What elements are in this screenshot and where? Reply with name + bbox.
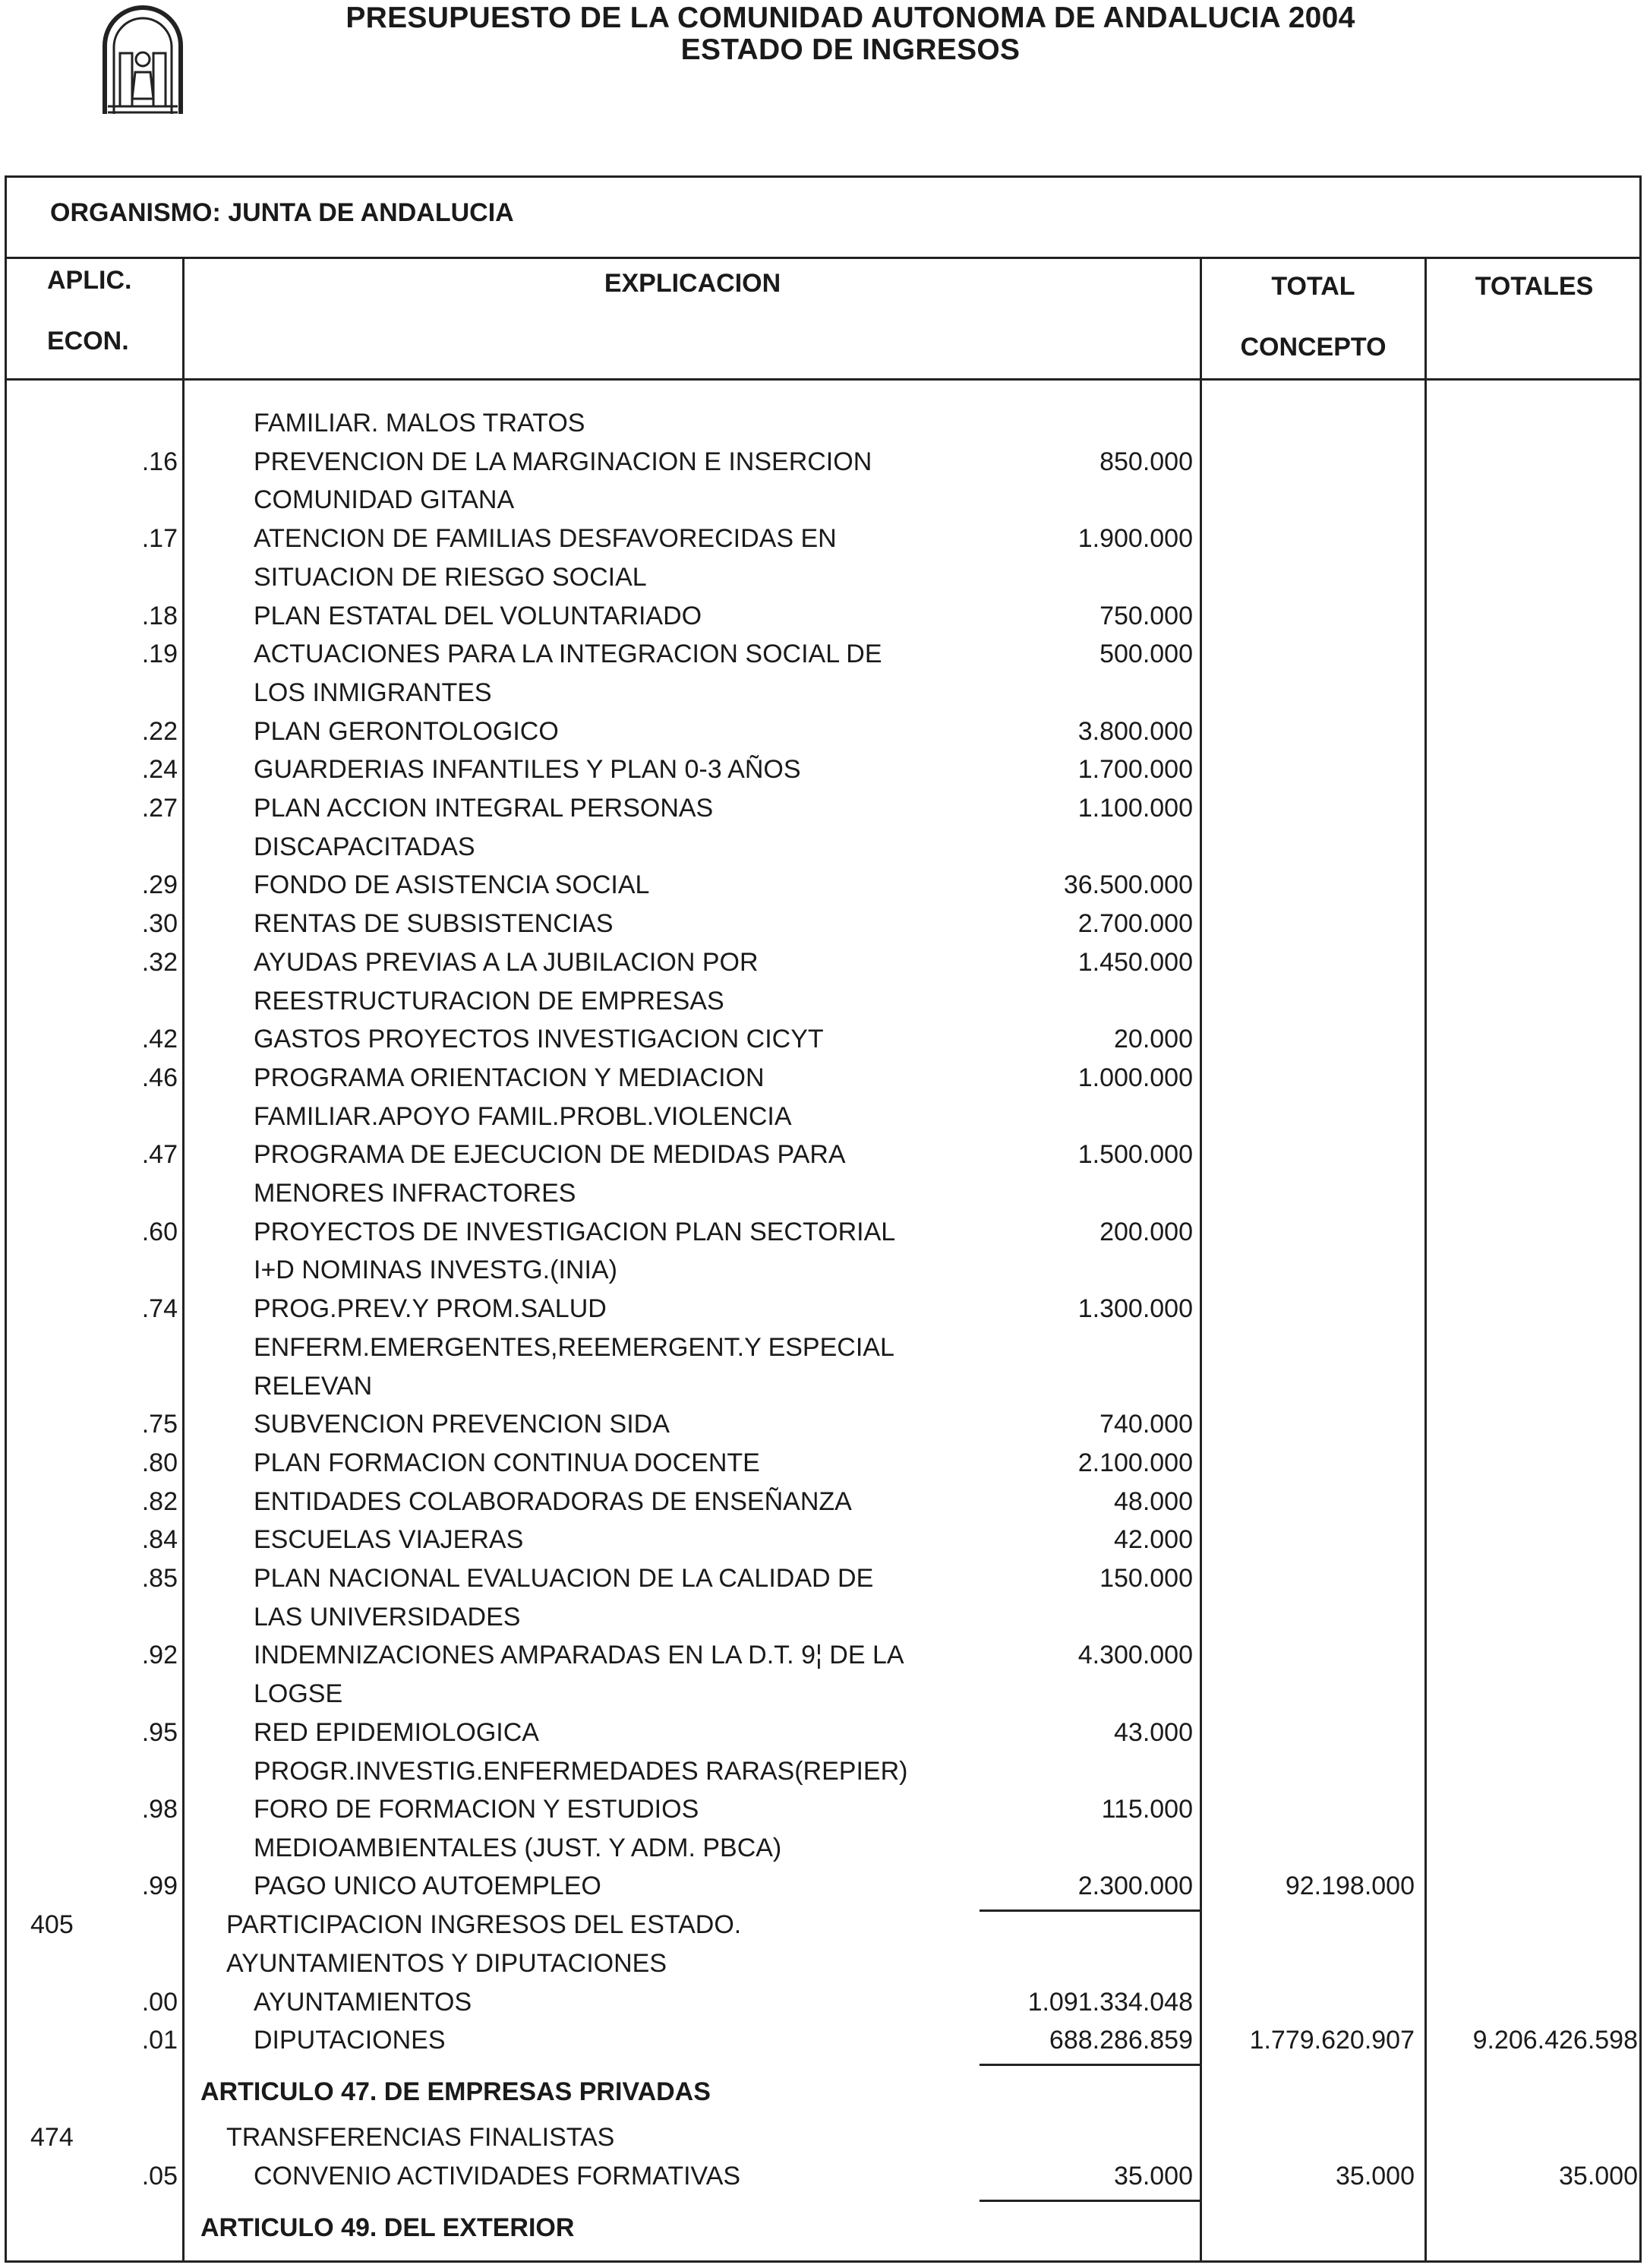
- row-code: .82: [141, 1486, 178, 1516]
- row-description: PLAN ACCION INTEGRAL PERSONAS: [254, 794, 714, 823]
- row-code: .75: [141, 1410, 178, 1439]
- row-description: MENORES INFRACTORES: [254, 1179, 576, 1208]
- row-code: .00: [141, 1988, 178, 2017]
- row-description: ATENCION DE FAMILIAS DESFAVORECIDAS EN: [254, 524, 837, 554]
- row-amount: 1.000.000: [1077, 1063, 1193, 1092]
- row-amount: 20.000: [1114, 1025, 1193, 1054]
- table-row: [0, 602, 1650, 640]
- row-code: .80: [141, 1448, 178, 1477]
- row-description: GASTOS PROYECTOS INVESTIGACION CICYT: [254, 1025, 824, 1054]
- row-amount: 1.900.000: [1077, 524, 1193, 554]
- row-description: ENFERM.EMERGENTES,REEMERGENT.Y ESPECIAL: [254, 1332, 894, 1362]
- row-amount: 1.500.000: [1077, 1140, 1193, 1170]
- row-description: DIPUTACIONES: [254, 2026, 446, 2055]
- table-row: [0, 794, 1650, 832]
- row-description: ESCUELAS VIAJERAS: [254, 1525, 524, 1555]
- table-row: [0, 1218, 1650, 1256]
- row-amount: 36.500.000: [1063, 870, 1193, 900]
- col-totales-header: TOTALES: [1475, 272, 1594, 301]
- row-description: CONVENIO ACTIVIDADES FORMATIVAS: [254, 2162, 741, 2191]
- table-row: [0, 409, 1650, 447]
- row-code: 405: [30, 1910, 74, 1939]
- row-amount: 42.000: [1114, 1525, 1193, 1555]
- row-code: .85: [141, 1564, 178, 1593]
- row-description: REESTRUCTURACION DE EMPRESAS: [254, 986, 724, 1016]
- table-row: [0, 948, 1650, 986]
- col-aplic-header: APLIC.: [47, 266, 132, 295]
- row-description: COMUNIDAD GITANA: [254, 485, 515, 515]
- row-concepto-total: 35.000: [1336, 2162, 1415, 2191]
- document-title: PRESUPUESTO DE LA COMUNIDAD AUTONOMA DE ANDALUCIA 2004: [345, 2, 1355, 34]
- row-amount: 688.286.859: [1049, 2026, 1193, 2055]
- row-description: LOS INMIGRANTES: [254, 678, 492, 707]
- row-description: FONDO DE ASISTENCIA SOCIAL: [254, 870, 650, 900]
- row-amount: 500.000: [1099, 640, 1193, 669]
- organismo-label: ORGANISMO: JUNTA DE ANDALUCIA: [50, 198, 514, 227]
- row-description: SUBVENCION PREVENCION SIDA: [254, 1410, 670, 1439]
- row-code: .16: [141, 447, 178, 476]
- table-row: [0, 640, 1650, 678]
- row-code: .27: [141, 794, 178, 823]
- row-code: .29: [141, 870, 178, 900]
- row-code: .60: [141, 1217, 178, 1246]
- row-amount: 1.100.000: [1077, 794, 1193, 823]
- row-description: ACTUACIONES PARA LA INTEGRACION SOCIAL DE: [254, 640, 882, 669]
- row-amount: 740.000: [1099, 1410, 1193, 1439]
- row-code: .18: [141, 601, 178, 630]
- col-econ-header: ECON.: [47, 327, 129, 355]
- table-row: [0, 1641, 1650, 1679]
- table-row: [0, 1834, 1650, 1872]
- row-description: AYUNTAMIENTOS: [254, 1988, 472, 2017]
- row-code: .19: [141, 640, 178, 669]
- row-description: PROGRAMA DE EJECUCION DE MEDIDAS PARA: [254, 1140, 846, 1170]
- row-amount: 850.000: [1099, 447, 1193, 476]
- row-description: PLAN ESTATAL DEL VOLUNTARIADO: [254, 601, 702, 630]
- row-concepto-total: 92.198.000: [1285, 1872, 1415, 1900]
- table-row: [0, 2123, 1650, 2161]
- row-amount: 3.800.000: [1077, 716, 1193, 746]
- table-row: [0, 1988, 1650, 2026]
- table-row: [0, 1025, 1650, 1063]
- row-amount: 4.300.000: [1077, 1641, 1193, 1670]
- row-description: PLAN NACIONAL EVALUACION DE LA CALIDAD DE: [254, 1564, 874, 1593]
- table-row: [0, 1333, 1650, 1371]
- row-code: .46: [141, 1063, 178, 1092]
- col-total-header: TOTAL: [1271, 272, 1355, 301]
- row-description: TRANSFERENCIAS FINALISTAS: [226, 2123, 615, 2152]
- row-amount: 43.000: [1114, 1717, 1193, 1747]
- document-subtitle: ESTADO DE INGRESOS: [680, 33, 1021, 66]
- row-description: RENTAS DE SUBSISTENCIAS: [254, 909, 614, 939]
- table-row: [0, 2162, 1650, 2200]
- row-description: DISCAPACITADAS: [254, 832, 475, 861]
- row-code: .42: [141, 1025, 178, 1054]
- row-description: PAGO UNICO AUTOEMPLEO: [254, 1872, 601, 1900]
- row-code: .74: [141, 1294, 178, 1324]
- table-row: [0, 909, 1650, 947]
- row-description: RED EPIDEMIOLOGICA: [254, 1717, 539, 1747]
- table-row: [0, 1140, 1650, 1178]
- row-description: PLAN FORMACION CONTINUA DOCENTE: [254, 1448, 760, 1477]
- row-code: .92: [141, 1641, 178, 1670]
- row-description: PARTICIPACION INGRESOS DEL ESTADO.: [226, 1910, 742, 1939]
- table-row: [0, 870, 1650, 908]
- table-row: [0, 485, 1650, 523]
- table-row: [0, 1757, 1650, 1795]
- table-row: [0, 1872, 1650, 1909]
- row-code: .95: [141, 1717, 178, 1747]
- row-amount: 750.000: [1099, 601, 1193, 630]
- row-description: MEDIOAMBIENTALES (JUST. Y ADM. PBCA): [254, 1833, 782, 1862]
- col-explicacion-header: EXPLICACION: [604, 269, 781, 298]
- row-amount: 1.700.000: [1077, 755, 1193, 785]
- row-code: .47: [141, 1140, 178, 1170]
- row-description: PROGR.INVESTIG.ENFERMEDADES RARAS(REPIER): [254, 1756, 908, 1786]
- row-amount: 35.000: [1114, 2162, 1193, 2191]
- row-description: LOGSE: [254, 1679, 343, 1709]
- table-row: [0, 2026, 1650, 2064]
- subtotal-rule: [980, 2064, 1200, 2066]
- row-description: RELEVAN: [254, 1371, 373, 1401]
- table-row: [0, 1063, 1650, 1101]
- row-description: PLAN GERONTOLOGICO: [254, 716, 559, 746]
- row-description: PROGRAMA ORIENTACION Y MEDIACION: [254, 1063, 765, 1092]
- row-code: .99: [141, 1872, 178, 1900]
- row-concepto-total: 1.779.620.907: [1249, 2026, 1415, 2055]
- table-row: [0, 678, 1650, 716]
- row-amount: 115.000: [1101, 1795, 1193, 1824]
- article-heading: ARTICULO 49. DEL EXTERIOR: [200, 2213, 575, 2242]
- table-divider: [5, 378, 1642, 381]
- row-amount: 2.700.000: [1077, 909, 1193, 939]
- table-row: [0, 755, 1650, 793]
- row-totales: 9.206.426.598: [1472, 2026, 1638, 2055]
- table-row: [0, 1256, 1650, 1294]
- table-row: [0, 2077, 1650, 2115]
- row-amount: 1.300.000: [1077, 1294, 1193, 1324]
- row-description: FORO DE FORMACION Y ESTUDIOS: [254, 1795, 699, 1824]
- row-code: .05: [141, 2162, 178, 2191]
- table-row: [0, 832, 1650, 870]
- row-description: PROYECTOS DE INVESTIGACION PLAN SECTORIAL: [254, 1217, 896, 1246]
- row-amount: 150.000: [1099, 1564, 1193, 1593]
- table-row: [0, 524, 1650, 562]
- row-description: FAMILIAR.APOYO FAMIL.PROBL.VIOLENCIA: [254, 1101, 792, 1131]
- subtotal-rule: [980, 2200, 1200, 2202]
- article-heading: ARTICULO 47. DE EMPRESAS PRIVADAS: [200, 2077, 711, 2106]
- table-row: [0, 1487, 1650, 1525]
- table-row: [0, 1679, 1650, 1717]
- table-row: [0, 1448, 1650, 1486]
- row-code: .30: [141, 909, 178, 939]
- table-row: [0, 1564, 1650, 1602]
- table-row: [0, 1910, 1650, 1948]
- table-row: [0, 1294, 1650, 1332]
- row-description: INDEMNIZACIONES AMPARADAS EN LA D.T. 9¦ DE LA: [254, 1641, 904, 1670]
- table-row: [0, 1795, 1650, 1833]
- table-row: [0, 1525, 1650, 1563]
- table-row: [0, 1102, 1650, 1140]
- row-description: AYUNTAMIENTOS Y DIPUTACIONES: [226, 1949, 667, 1978]
- row-amount: 200.000: [1099, 1217, 1193, 1246]
- row-code: .32: [141, 947, 178, 977]
- table-row: [0, 1718, 1650, 1756]
- row-amount: 1.091.334.048: [1027, 1988, 1193, 2017]
- row-amount: 2.300.000: [1077, 1872, 1193, 1900]
- row-description: ENTIDADES COLABORADORAS DE ENSEÑANZA: [254, 1486, 852, 1516]
- table-row: [0, 2213, 1650, 2251]
- table-row: [0, 1410, 1650, 1448]
- table-row: [0, 1949, 1650, 1987]
- row-description: SITUACION DE RIESGO SOCIAL: [254, 562, 647, 592]
- table-row: [0, 447, 1650, 485]
- row-code: .24: [141, 755, 178, 785]
- table-row: [0, 1179, 1650, 1217]
- table-row: [0, 1372, 1650, 1410]
- row-description: PREVENCION DE LA MARGINACION E INSERCION: [254, 447, 872, 476]
- table-divider: [5, 257, 1642, 259]
- row-description: FAMILIAR. MALOS TRATOS: [254, 409, 585, 437]
- row-code: .22: [141, 716, 178, 746]
- row-code: .17: [141, 524, 178, 554]
- table-row: [0, 717, 1650, 755]
- row-description: PROG.PREV.Y PROM.SALUD: [254, 1294, 607, 1324]
- row-code: .01: [141, 2026, 178, 2055]
- table-row: [0, 987, 1650, 1025]
- row-amount: 48.000: [1114, 1486, 1193, 1516]
- table-row: [0, 563, 1650, 601]
- row-totales: 35.000: [1559, 2162, 1638, 2191]
- row-description: LAS UNIVERSIDADES: [254, 1602, 521, 1632]
- row-description: I+D NOMINAS INVESTG.(INIA): [254, 1256, 617, 1285]
- row-amount: 1.450.000: [1077, 947, 1193, 977]
- row-description: GUARDERIAS INFANTILES Y PLAN 0-3 AÑOS: [254, 755, 801, 785]
- col-concepto-header: CONCEPTO: [1240, 333, 1387, 362]
- row-code: 474: [30, 2123, 74, 2152]
- row-description: AYUDAS PREVIAS A LA JUBILACION POR: [254, 947, 759, 977]
- table-row: [0, 1603, 1650, 1641]
- row-code: .84: [141, 1525, 178, 1555]
- row-amount: 2.100.000: [1077, 1448, 1193, 1477]
- row-code: .98: [141, 1795, 178, 1824]
